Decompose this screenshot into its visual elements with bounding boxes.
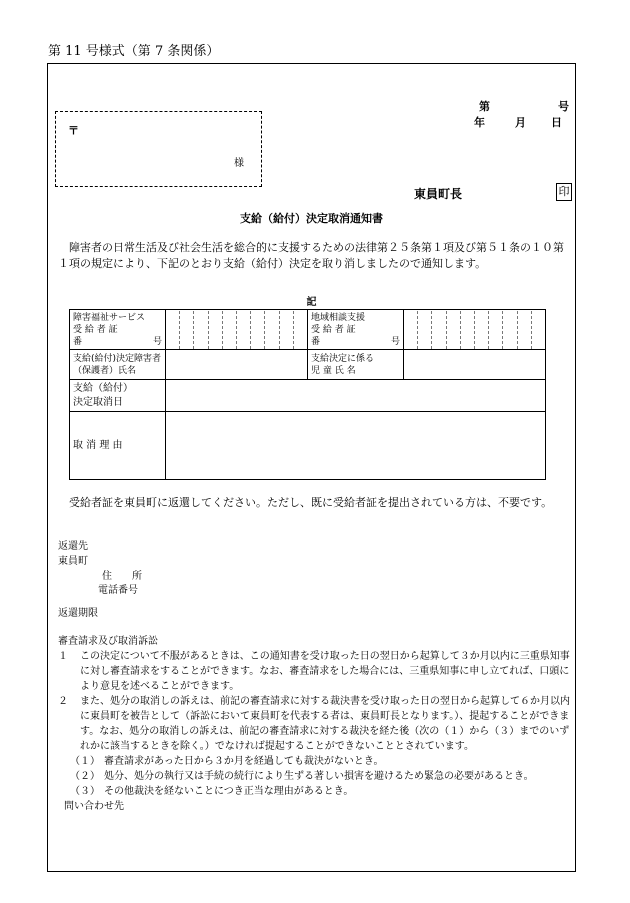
return-heading: 返還先 (58, 541, 88, 552)
welfare-cert-label-line1: 障害福祉サービス (73, 312, 146, 323)
consult-cert-label-line2: 受 給 者 証 (311, 324, 356, 335)
appeal-section (58, 634, 573, 814)
consult-cert-label-line3: 番 号 (311, 336, 400, 347)
form-number: 第 11 号様式（第 7 条関係） (48, 44, 220, 59)
appeal-item-2 (58, 694, 573, 754)
info-table (69, 309, 546, 480)
appeal-heading: 審査請求及び取消訴訟 (58, 636, 158, 647)
recipient-name-label-line1: 支給(給付)決定障害者 (73, 353, 162, 364)
welfare-digit-boxes (166, 311, 307, 349)
postal-mark: 〒 (68, 124, 79, 137)
consult-digit-boxes (404, 311, 545, 349)
address-box (55, 111, 262, 187)
ki-mark: 記 (306, 297, 317, 308)
seal-mark: 印 (556, 183, 572, 201)
appeal-sub-3-text: その他裁決を経ないことにつき正当な理由があるとき。 (104, 786, 354, 797)
appeal-item-2-num: ２ (58, 696, 68, 707)
consult-cert-number-cell[interactable] (404, 310, 546, 350)
date-year: 年 (474, 116, 485, 129)
appeal-sub-2-num: （２） (70, 771, 100, 782)
cancel-date-cell[interactable] (166, 380, 546, 412)
doc-number-dai: 第 (479, 100, 490, 113)
date-day: 日 (551, 116, 562, 129)
appeal-item-1 (58, 649, 573, 694)
appeal-item-2-text: また、処分の取消しの訴えは、前記の審査請求に対する裁決書を受け取った日の翌日から起算して６か月以内に東員町を被告として（訴訟において東員町を代表する者は、東員町長となります。）、提起することができます。なお、処分の取消しの訴えは、前記の審査請求に対する裁決を経た後（次の（１）から（３）までのいずれかに該当するときを除く。）でなければ提起することができないこととされています。 (80, 696, 570, 752)
document-title: 支給（給付）決定取消通知書 (240, 212, 383, 225)
child-name-label-line1: 支給決定に係る (311, 353, 375, 364)
return-deadline: 返還期限 (58, 608, 98, 619)
appeal-sub-1-num: （１） (70, 756, 100, 767)
doc-number-go: 号 (558, 100, 569, 113)
issuer-name: 東員町長 (414, 187, 463, 201)
consult-cert-label (308, 310, 404, 350)
return-note: 受給者証を東員町に返還してください。ただし、既に受給者証を提出されている方は、不要です。 (69, 496, 553, 509)
child-name-label-line2: 児 童 氏 名 (311, 365, 356, 376)
child-name-label (308, 350, 404, 380)
cancel-date-label (70, 380, 166, 412)
appeal-sub-1 (58, 754, 573, 769)
cancel-date-label-line1: 支給（給付） (73, 382, 133, 394)
body-text: 障害者の日常生活及び社会生活を総合的に支援するための法律第２５条第１項及び第５１条の１０第１項の規定により、下記のとおり支給（給付）決定を取り消しましたので通知します。 (58, 241, 564, 270)
welfare-cert-label (70, 310, 166, 350)
consult-cert-label-line1: 地域相談支援 (311, 312, 366, 323)
welfare-cert-label-text2: 受 給 者 証 (73, 324, 118, 335)
welfare-cert-number-cell[interactable] (166, 310, 308, 350)
welfare-cert-label-line3: 番 号 (73, 336, 162, 347)
cancel-date-label-line2: 決定取消日 (73, 396, 123, 408)
appeal-sub-2 (58, 769, 573, 784)
appeal-sub-3 (58, 784, 573, 799)
child-name-cell[interactable] (404, 350, 546, 380)
recipient-sama: 様 (234, 158, 244, 169)
welfare-cert-label-line2 (73, 324, 162, 336)
appeal-item-1-num: １ (58, 651, 68, 662)
recipient-name-label-line2: （保護者）氏名 (73, 365, 137, 376)
cancel-reason-cell[interactable] (166, 412, 546, 480)
return-address-label: 住 所 (102, 571, 142, 582)
recipient-name-label (70, 350, 166, 380)
appeal-item-1-text: この決定について不服があるときは、この通知書を受け取った日の翌日から起算して３か月以内に三重県知事に対し審査請求をすることができます。なお、審査請求をした場合には、三重県知事に申し立てれば、口頭により意見を述べることができます。 (80, 651, 570, 692)
date-month: 月 (515, 116, 526, 129)
appeal-sub-3-num: （３） (70, 786, 100, 797)
appeal-sub-1-text: 審査請求があった日から３か月を経過しても裁決がないとき。 (104, 756, 384, 767)
recipient-name-cell[interactable] (166, 350, 308, 380)
appeal-sub-2-text: 処分、処分の執行又は手続の続行により生ずる著しい損害を避けるため緊急の必要があるとき。 (104, 771, 534, 782)
return-phone-label: 電話番号 (98, 585, 138, 596)
return-town: 東員町 (58, 556, 88, 567)
document-frame (47, 63, 576, 872)
cancel-reason-label: 取 消 理 由 (70, 412, 166, 480)
contact-label: 問い合わせ先 (64, 801, 124, 812)
